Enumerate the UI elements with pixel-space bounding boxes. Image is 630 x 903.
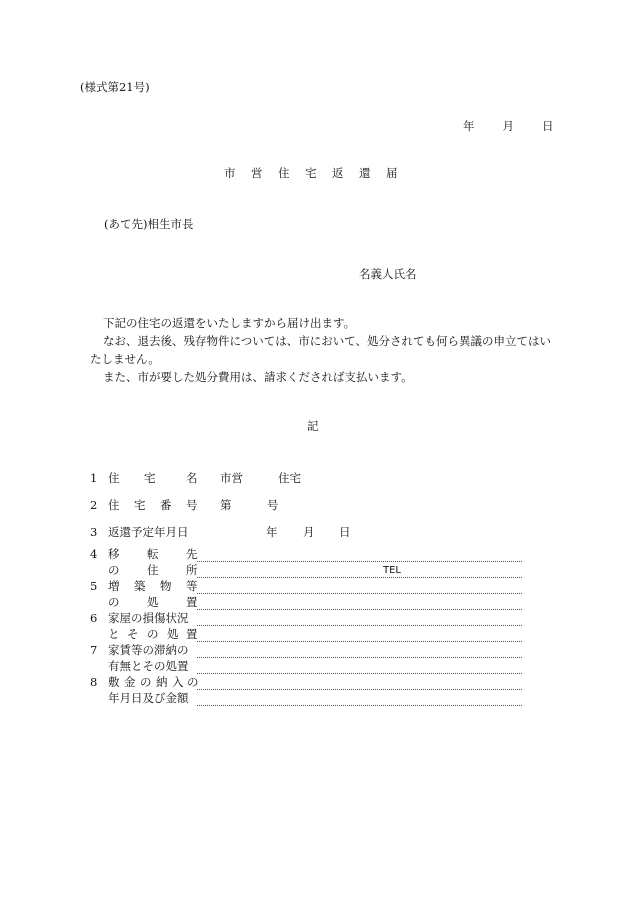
item-label-char: の [140,675,152,689]
item-label-char: 宅 [144,471,156,485]
date-month: 月 [303,525,315,539]
form-number: (様式第21号) [80,80,150,94]
title-char: 宅 [305,166,317,180]
title-char: 営 [251,166,263,180]
item-new-address [90,549,530,579]
item-label-char: 築 [134,579,146,593]
item-label-char: の [187,675,199,689]
date-day: 日 [339,525,351,539]
fill-in-line[interactable] [197,613,522,626]
item-label-char: の [108,595,120,609]
item-label-char: 等 [186,579,198,593]
item-label-char: 先 [186,547,198,561]
item-label-char: の [108,563,120,577]
item-label-char: 住 [147,563,159,577]
item-label-char: 置 [186,627,198,641]
item-damage-status [90,613,530,643]
item-number: 2 [90,498,98,512]
fill-in-line[interactable] [197,645,522,658]
title-char: 届 [386,166,398,180]
item-value-text: 号 [267,498,279,512]
item-label-char: の [147,627,159,641]
item-number: 5 [90,579,98,593]
date-day: 日 [542,119,554,133]
date-year: 年 [266,525,278,539]
title-char: 住 [278,166,290,180]
date-year: 年 [463,119,475,133]
declaration-paragraph: なお、退去後、残存物件については、市において、処分されても何ら異議の申立てはいたしません。 [90,334,552,366]
item-value-text: 市営 [220,471,243,485]
fill-in-line[interactable] [197,693,522,706]
fill-in-line[interactable] [197,677,522,690]
item-number: 7 [90,643,98,657]
title-char: 返 [332,166,344,180]
item-label-char: 処 [167,627,179,641]
item-return-date [90,527,390,541]
title-char: 市 [224,166,236,180]
item-value-text: 第 [220,498,232,512]
item-value-text: 住宅 [278,471,301,485]
item-number: 6 [90,611,98,625]
item-label-char: 転 [147,547,159,561]
fill-in-line[interactable] [197,597,522,610]
item-number: 3 [90,525,98,539]
item-label-char: 番 [160,498,172,512]
item-label-char: 置 [186,595,198,609]
item-label-char: 住 [108,471,120,485]
fill-in-line[interactable] [197,549,522,562]
item-number: 1 [90,471,98,485]
title-char: 還 [359,166,371,180]
item-label: 有無とその処置 [108,659,189,673]
item-rent-arrears [90,645,530,675]
item-label: 返還予定年月日 [108,525,189,539]
item-label-char: そ [127,627,139,641]
fill-in-line[interactable] [197,581,522,594]
item-additions [90,581,530,611]
item-label-char: 所 [186,563,198,577]
item-housing-number [90,500,390,514]
declaration-text [90,314,552,386]
item-label-char: 号 [186,498,198,512]
item-number: 8 [90,675,98,689]
date-line [463,121,554,133]
applicant-name-label: 名義人氏名 [359,267,417,281]
item-label-char: 敷 [108,675,120,689]
item-label-char: 増 [108,579,120,593]
fill-in-line[interactable] [197,565,522,578]
fill-in-line[interactable] [197,661,522,674]
ki-heading: 記 [307,419,319,433]
item-label-char: 処 [147,595,159,609]
item-label-char: 物 [160,579,172,593]
item-label-char: 宅 [134,498,146,512]
item-label-char: 名 [186,471,198,485]
declaration-paragraph: また、市が要した処分費用は、請求くだされば支払います。 [103,370,413,384]
item-number: 4 [90,547,98,561]
item-label-char: 金 [124,675,136,689]
item-label-char: と [108,627,120,641]
fill-in-line[interactable] [197,629,522,642]
tel-label: TEL [383,565,401,576]
declaration-paragraph: 下記の住宅の返還をいたしますから届け出ます。 [103,316,356,330]
document-title [224,168,413,180]
item-label-char: 入 [172,675,184,689]
item-deposit [90,677,530,707]
date-month: 月 [502,119,514,133]
item-label-char: 移 [108,547,120,561]
item-housing-name [90,473,390,487]
item-label: 年月日及び金額 [108,691,189,705]
item-label-char: 納 [156,675,168,689]
item-label-char: 住 [108,498,120,512]
item-label: 家屋の損傷状況 [108,611,189,625]
item-label: 家賃等の滞納の [108,643,189,657]
addressee: (あて先)相生市長 [104,217,194,231]
